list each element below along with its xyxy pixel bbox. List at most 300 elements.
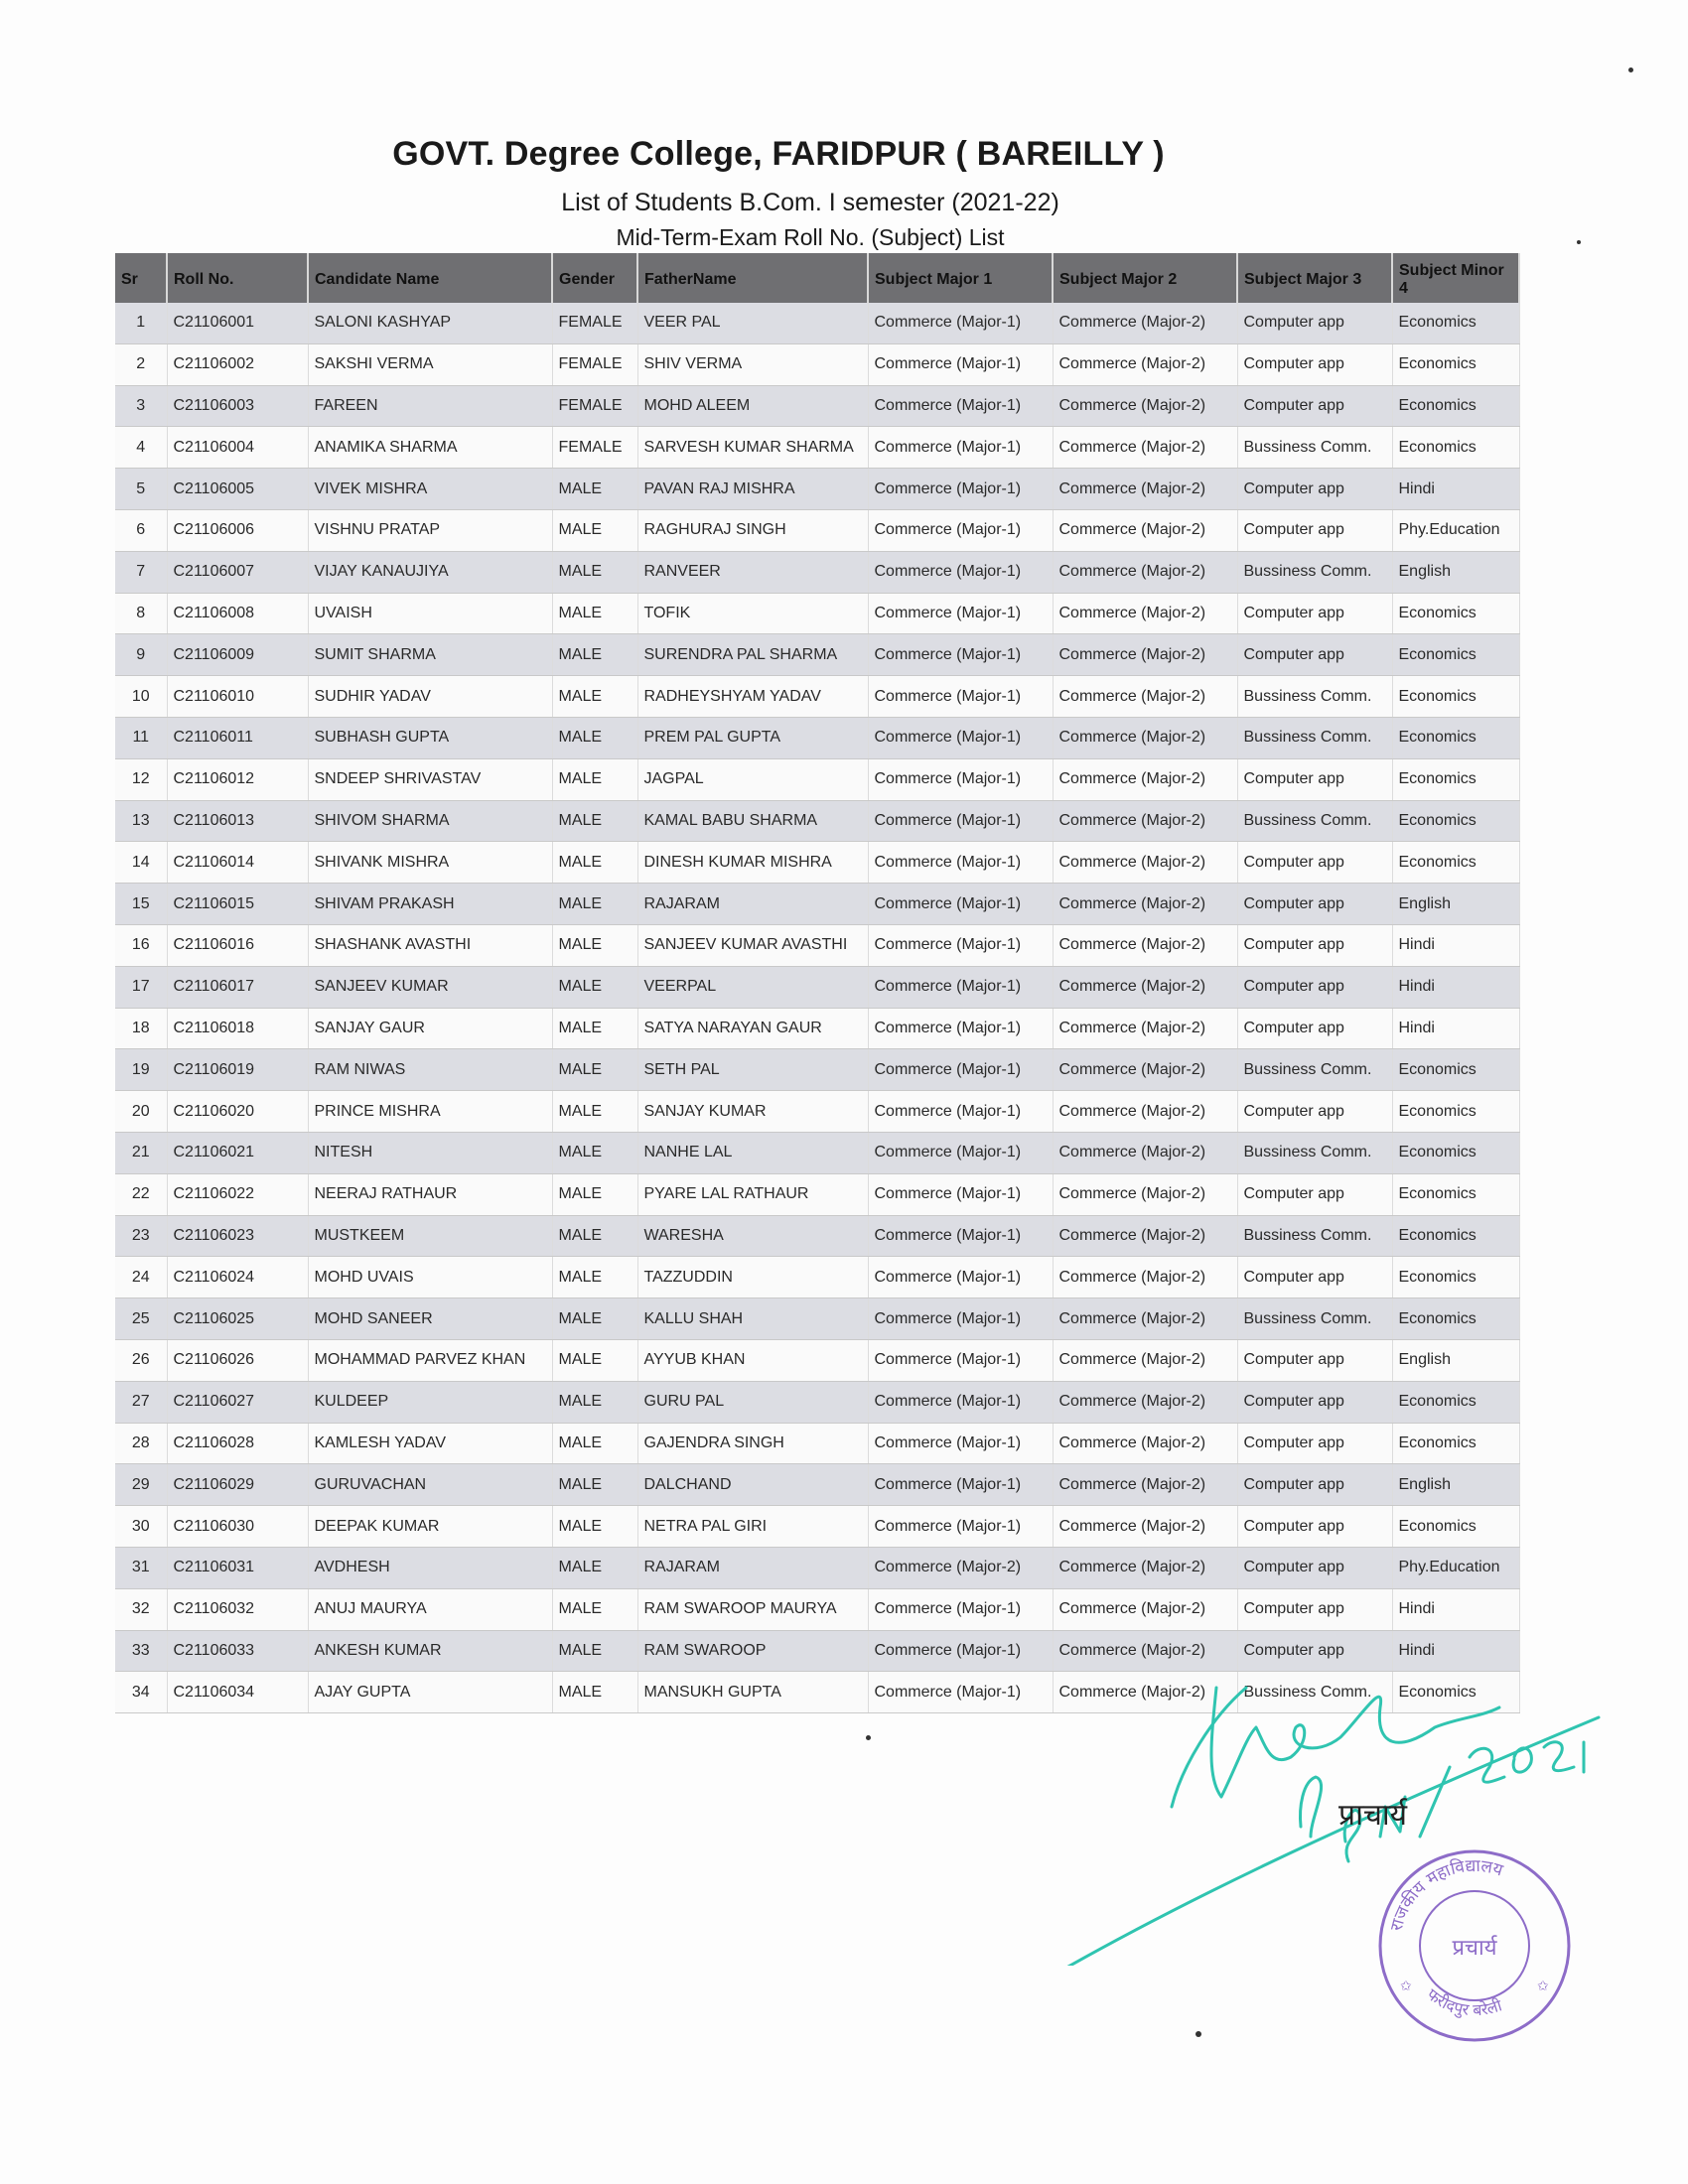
cell-gender: MALE xyxy=(552,1464,637,1506)
table-row xyxy=(115,1049,1519,1091)
cell-subject-major-1: Commerce (Major-2) xyxy=(868,1547,1053,1588)
cell-gender: MALE xyxy=(552,1173,637,1215)
cell-sr: 23 xyxy=(115,1215,167,1257)
cell-subject-major-1: Commerce (Major-1) xyxy=(868,385,1053,427)
table-row xyxy=(115,385,1519,427)
cell-sr: 16 xyxy=(115,924,167,966)
cell-candidate-name: MOHD UVAIS xyxy=(308,1257,552,1298)
cell-father-name: WARESHA xyxy=(637,1215,868,1257)
cell-roll-no: C21106014 xyxy=(167,842,308,884)
cell-candidate-name: MUSTKEEM xyxy=(308,1215,552,1257)
table-row xyxy=(115,593,1519,634)
cell-subject-major-3: Computer app xyxy=(1237,884,1392,925)
cell-father-name: TAZZUDDIN xyxy=(637,1257,868,1298)
cell-father-name: PYARE LAL RATHAUR xyxy=(637,1173,868,1215)
cell-gender: MALE xyxy=(552,1215,637,1257)
cell-gender: MALE xyxy=(552,1049,637,1091)
cell-subject-major-3: Computer app xyxy=(1237,1173,1392,1215)
cell-subject-minor-4: Economics xyxy=(1392,427,1519,469)
cell-sr: 17 xyxy=(115,966,167,1008)
cell-subject-major-3: Computer app xyxy=(1237,1423,1392,1464)
cell-subject-major-1: Commerce (Major-1) xyxy=(868,966,1053,1008)
cell-sr: 3 xyxy=(115,385,167,427)
scan-speck xyxy=(866,1735,871,1740)
cell-father-name: JAGPAL xyxy=(637,758,868,800)
cell-subject-minor-4: Economics xyxy=(1392,1215,1519,1257)
cell-roll-no: C21106002 xyxy=(167,343,308,385)
col-header-candidate-name: Candidate Name xyxy=(308,253,552,303)
cell-gender: MALE xyxy=(552,1506,637,1548)
cell-subject-major-2: Commerce (Major-2) xyxy=(1053,1464,1237,1506)
svg-text:फरीदपुर बरेली: फरीदपुर बरेली xyxy=(1423,1984,1504,2020)
cell-roll-no: C21106032 xyxy=(167,1588,308,1630)
cell-candidate-name: NITESH xyxy=(308,1132,552,1173)
cell-subject-minor-4: Economics xyxy=(1392,1381,1519,1423)
cell-subject-minor-4: Economics xyxy=(1392,676,1519,718)
cell-subject-major-3: Computer app xyxy=(1237,1257,1392,1298)
cell-father-name: SHIV VERMA xyxy=(637,343,868,385)
cell-subject-major-2: Commerce (Major-2) xyxy=(1053,509,1237,551)
cell-sr: 18 xyxy=(115,1008,167,1049)
table-row xyxy=(115,1173,1519,1215)
page-title: GOVT. Degree College, FARIDPUR ( BAREILLY ) xyxy=(392,135,1165,173)
cell-subject-major-2: Commerce (Major-2) xyxy=(1053,427,1237,469)
cell-candidate-name: NEERAJ RATHAUR xyxy=(308,1173,552,1215)
cell-roll-no: C21106025 xyxy=(167,1298,308,1340)
cell-gender: MALE xyxy=(552,1298,637,1340)
cell-candidate-name: SHIVAM PRAKASH xyxy=(308,884,552,925)
cell-gender: MALE xyxy=(552,800,637,842)
cell-subject-minor-4: Economics xyxy=(1392,1173,1519,1215)
cell-subject-major-1: Commerce (Major-1) xyxy=(868,1132,1053,1173)
cell-subject-major-3: Computer app xyxy=(1237,924,1392,966)
cell-subject-major-1: Commerce (Major-1) xyxy=(868,1588,1053,1630)
cell-father-name: RAM SWAROOP MAURYA xyxy=(637,1588,868,1630)
cell-gender: MALE xyxy=(552,1091,637,1133)
cell-subject-major-2: Commerce (Major-2) xyxy=(1053,717,1237,758)
cell-gender: MALE xyxy=(552,842,637,884)
cell-subject-major-3: Computer app xyxy=(1237,1588,1392,1630)
cell-father-name: VEER PAL xyxy=(637,303,868,343)
table-row xyxy=(115,800,1519,842)
cell-subject-major-2: Commerce (Major-2) xyxy=(1053,1339,1237,1381)
cell-father-name: RAM SWAROOP xyxy=(637,1630,868,1672)
cell-subject-major-3: Bussiness Comm. xyxy=(1237,676,1392,718)
cell-subject-major-3: Computer app xyxy=(1237,758,1392,800)
cell-subject-minor-4: Economics xyxy=(1392,634,1519,676)
table-row xyxy=(115,1257,1519,1298)
cell-subject-major-3: Computer app xyxy=(1237,842,1392,884)
cell-candidate-name: ANKESH KUMAR xyxy=(308,1630,552,1672)
cell-subject-minor-4: Economics xyxy=(1392,1298,1519,1340)
cell-subject-major-2: Commerce (Major-2) xyxy=(1053,884,1237,925)
cell-subject-major-3: Computer app xyxy=(1237,509,1392,551)
table-row xyxy=(115,676,1519,718)
cell-subject-minor-4: Economics xyxy=(1392,717,1519,758)
cell-sr: 8 xyxy=(115,593,167,634)
cell-roll-no: C21106029 xyxy=(167,1464,308,1506)
cell-roll-no: C21106027 xyxy=(167,1381,308,1423)
table-row xyxy=(115,551,1519,593)
cell-candidate-name: MOHD SANEER xyxy=(308,1298,552,1340)
cell-subject-major-1: Commerce (Major-1) xyxy=(868,343,1053,385)
cell-candidate-name: GURUVACHAN xyxy=(308,1464,552,1506)
cell-sr: 20 xyxy=(115,1091,167,1133)
cell-roll-no: C21106010 xyxy=(167,676,308,718)
cell-father-name: SURENDRA PAL SHARMA xyxy=(637,634,868,676)
cell-roll-no: C21106024 xyxy=(167,1257,308,1298)
cell-subject-major-2: Commerce (Major-2) xyxy=(1053,1091,1237,1133)
svg-text:✩: ✩ xyxy=(1400,1978,1412,1993)
cell-gender: MALE xyxy=(552,676,637,718)
page-subtitle-2: Mid-Term-Exam Roll No. (Subject) List xyxy=(616,224,1005,250)
cell-subject-major-3: Bussiness Comm. xyxy=(1237,1672,1392,1713)
cell-roll-no: C21106030 xyxy=(167,1506,308,1548)
cell-subject-major-2: Commerce (Major-2) xyxy=(1053,1257,1237,1298)
cell-gender: MALE xyxy=(552,717,637,758)
cell-subject-major-2: Commerce (Major-2) xyxy=(1053,800,1237,842)
cell-candidate-name: AVDHESH xyxy=(308,1547,552,1588)
cell-sr: 21 xyxy=(115,1132,167,1173)
cell-roll-no: C21106019 xyxy=(167,1049,308,1091)
cell-gender: MALE xyxy=(552,966,637,1008)
cell-subject-major-1: Commerce (Major-1) xyxy=(868,551,1053,593)
cell-subject-major-2: Commerce (Major-2) xyxy=(1053,1008,1237,1049)
cell-subject-major-3: Bussiness Comm. xyxy=(1237,427,1392,469)
col-header-subject-major-2: Subject Major 2 xyxy=(1053,253,1237,303)
table-row xyxy=(115,1588,1519,1630)
cell-subject-minor-4: Hindi xyxy=(1392,1588,1519,1630)
cell-subject-minor-4: Economics xyxy=(1392,343,1519,385)
cell-father-name: RAJARAM xyxy=(637,1547,868,1588)
cell-candidate-name: SAKSHI VERMA xyxy=(308,343,552,385)
cell-subject-major-2: Commerce (Major-2) xyxy=(1053,1215,1237,1257)
svg-text:राजकीय महाविद्यालय: राजकीय महाविद्यालय xyxy=(1386,1855,1506,1934)
cell-subject-major-1: Commerce (Major-1) xyxy=(868,634,1053,676)
cell-subject-major-2: Commerce (Major-2) xyxy=(1053,1173,1237,1215)
cell-roll-no: C21106031 xyxy=(167,1547,308,1588)
cell-candidate-name: UVAISH xyxy=(308,593,552,634)
cell-sr: 28 xyxy=(115,1423,167,1464)
cell-subject-major-1: Commerce (Major-1) xyxy=(868,1008,1053,1049)
cell-gender: MALE xyxy=(552,884,637,925)
cell-subject-major-2: Commerce (Major-2) xyxy=(1053,966,1237,1008)
cell-sr: 25 xyxy=(115,1298,167,1340)
cell-sr: 31 xyxy=(115,1547,167,1588)
cell-sr: 30 xyxy=(115,1506,167,1548)
cell-father-name: NETRA PAL GIRI xyxy=(637,1506,868,1548)
cell-roll-no: C21106021 xyxy=(167,1132,308,1173)
cell-subject-major-3: Computer app xyxy=(1237,1008,1392,1049)
cell-subject-major-2: Commerce (Major-2) xyxy=(1053,1588,1237,1630)
cell-candidate-name: VISHNU PRATAP xyxy=(308,509,552,551)
cell-father-name: SATYA NARAYAN GAUR xyxy=(637,1008,868,1049)
cell-subject-minor-4: Hindi xyxy=(1392,1008,1519,1049)
table-row xyxy=(115,1464,1519,1506)
cell-gender: FEMALE xyxy=(552,303,637,343)
cell-roll-no: C21106001 xyxy=(167,303,308,343)
cell-roll-no: C21106007 xyxy=(167,551,308,593)
cell-subject-minor-4: Economics xyxy=(1392,1049,1519,1091)
cell-subject-minor-4: Economics xyxy=(1392,1672,1519,1713)
cell-gender: MALE xyxy=(552,1630,637,1672)
cell-subject-major-1: Commerce (Major-1) xyxy=(868,1464,1053,1506)
table-row xyxy=(115,924,1519,966)
cell-subject-major-3: Computer app xyxy=(1237,303,1392,343)
cell-roll-no: C21106009 xyxy=(167,634,308,676)
cell-subject-minor-4: Economics xyxy=(1392,1423,1519,1464)
cell-subject-major-3: Computer app xyxy=(1237,593,1392,634)
cell-subject-minor-4: English xyxy=(1392,1339,1519,1381)
cell-subject-minor-4: Economics xyxy=(1392,385,1519,427)
cell-candidate-name: ANAMIKA SHARMA xyxy=(308,427,552,469)
table-row xyxy=(115,469,1519,510)
scan-speck xyxy=(1577,240,1581,244)
cell-subject-minor-4: Economics xyxy=(1392,1132,1519,1173)
cell-candidate-name: SANJAY GAUR xyxy=(308,1008,552,1049)
cell-subject-major-2: Commerce (Major-2) xyxy=(1053,1630,1237,1672)
cell-subject-minor-4: Economics xyxy=(1392,593,1519,634)
principal-designation: प्राचार्य xyxy=(1338,1798,1408,1833)
cell-roll-no: C21106012 xyxy=(167,758,308,800)
cell-subject-major-1: Commerce (Major-1) xyxy=(868,924,1053,966)
cell-candidate-name: SHIVANK MISHRA xyxy=(308,842,552,884)
cell-candidate-name: MOHAMMAD PARVEZ KHAN xyxy=(308,1339,552,1381)
table-row xyxy=(115,717,1519,758)
cell-roll-no: C21106028 xyxy=(167,1423,308,1464)
cell-father-name: MOHD ALEEM xyxy=(637,385,868,427)
cell-subject-major-1: Commerce (Major-1) xyxy=(868,509,1053,551)
cell-father-name: GURU PAL xyxy=(637,1381,868,1423)
table-row xyxy=(115,1339,1519,1381)
cell-candidate-name: SALONI KASHYAP xyxy=(308,303,552,343)
cell-father-name: DALCHAND xyxy=(637,1464,868,1506)
cell-subject-major-3: Computer app xyxy=(1237,1630,1392,1672)
cell-subject-major-1: Commerce (Major-1) xyxy=(868,469,1053,510)
cell-subject-major-1: Commerce (Major-1) xyxy=(868,1049,1053,1091)
cell-candidate-name: KAMLESH YADAV xyxy=(308,1423,552,1464)
cell-gender: MALE xyxy=(552,1257,637,1298)
cell-candidate-name: SUMIT SHARMA xyxy=(308,634,552,676)
cell-roll-no: C21106006 xyxy=(167,509,308,551)
cell-subject-major-1: Commerce (Major-1) xyxy=(868,884,1053,925)
cell-father-name: SARVESH KUMAR SHARMA xyxy=(637,427,868,469)
cell-subject-major-2: Commerce (Major-2) xyxy=(1053,1506,1237,1548)
cell-subject-major-3: Computer app xyxy=(1237,1091,1392,1133)
cell-subject-major-2: Commerce (Major-2) xyxy=(1053,469,1237,510)
cell-subject-major-2: Commerce (Major-2) xyxy=(1053,676,1237,718)
cell-subject-major-2: Commerce (Major-2) xyxy=(1053,634,1237,676)
cell-subject-major-1: Commerce (Major-1) xyxy=(868,1506,1053,1548)
cell-subject-major-1: Commerce (Major-1) xyxy=(868,1672,1053,1713)
table-row xyxy=(115,509,1519,551)
cell-gender: MALE xyxy=(552,593,637,634)
cell-subject-major-3: Bussiness Comm. xyxy=(1237,1049,1392,1091)
cell-sr: 6 xyxy=(115,509,167,551)
cell-candidate-name: VIVEK MISHRA xyxy=(308,469,552,510)
cell-subject-major-1: Commerce (Major-1) xyxy=(868,676,1053,718)
cell-father-name: NANHE LAL xyxy=(637,1132,868,1173)
cell-sr: 10 xyxy=(115,676,167,718)
cell-subject-major-1: Commerce (Major-1) xyxy=(868,303,1053,343)
col-header-subject-minor-4: Subject Minor 4 xyxy=(1392,253,1519,303)
cell-subject-major-3: Bussiness Comm. xyxy=(1237,551,1392,593)
cell-candidate-name: KULDEEP xyxy=(308,1381,552,1423)
cell-father-name: SANJEEV KUMAR AVASTHI xyxy=(637,924,868,966)
cell-father-name: RADHEYSHYAM YADAV xyxy=(637,676,868,718)
cell-sr: 4 xyxy=(115,427,167,469)
cell-subject-major-2: Commerce (Major-2) xyxy=(1053,1423,1237,1464)
cell-subject-major-1: Commerce (Major-1) xyxy=(868,1298,1053,1340)
table-row xyxy=(115,1381,1519,1423)
cell-sr: 27 xyxy=(115,1381,167,1423)
cell-subject-major-3: Computer app xyxy=(1237,1506,1392,1548)
cell-subject-major-1: Commerce (Major-1) xyxy=(868,758,1053,800)
cell-subject-major-3: Computer app xyxy=(1237,343,1392,385)
cell-roll-no: C21106011 xyxy=(167,717,308,758)
col-header-gender: Gender xyxy=(552,253,637,303)
cell-subject-minor-4: Hindi xyxy=(1392,1630,1519,1672)
cell-subject-major-1: Commerce (Major-1) xyxy=(868,1257,1053,1298)
cell-sr: 14 xyxy=(115,842,167,884)
cell-candidate-name: SNDEEP SHRIVASTAV xyxy=(308,758,552,800)
cell-gender: MALE xyxy=(552,924,637,966)
scan-speck xyxy=(1196,2031,1201,2037)
cell-gender: MALE xyxy=(552,1423,637,1464)
cell-sr: 22 xyxy=(115,1173,167,1215)
table-row xyxy=(115,343,1519,385)
cell-subject-minor-4: Phy.Education xyxy=(1392,1547,1519,1588)
cell-subject-major-2: Commerce (Major-2) xyxy=(1053,385,1237,427)
cell-subject-minor-4: Economics xyxy=(1392,758,1519,800)
cell-subject-major-1: Commerce (Major-1) xyxy=(868,427,1053,469)
col-header-roll-no: Roll No. xyxy=(167,253,308,303)
cell-sr: 29 xyxy=(115,1464,167,1506)
cell-subject-major-1: Commerce (Major-1) xyxy=(868,1381,1053,1423)
cell-subject-major-3: Bussiness Comm. xyxy=(1237,717,1392,758)
cell-subject-major-1: Commerce (Major-1) xyxy=(868,800,1053,842)
cell-subject-major-2: Commerce (Major-2) xyxy=(1053,303,1237,343)
cell-sr: 1 xyxy=(115,303,167,343)
college-seal-stamp xyxy=(1370,1842,1579,2050)
cell-father-name: PAVAN RAJ MISHRA xyxy=(637,469,868,510)
table-row xyxy=(115,1423,1519,1464)
cell-roll-no: C21106026 xyxy=(167,1339,308,1381)
cell-gender: MALE xyxy=(552,1588,637,1630)
cell-subject-major-3: Bussiness Comm. xyxy=(1237,1132,1392,1173)
table-row xyxy=(115,1298,1519,1340)
cell-gender: MALE xyxy=(552,1381,637,1423)
cell-sr: 5 xyxy=(115,469,167,510)
cell-subject-major-1: Commerce (Major-1) xyxy=(868,1423,1053,1464)
cell-father-name: TOFIK xyxy=(637,593,868,634)
table-row xyxy=(115,884,1519,925)
cell-father-name: PREM PAL GUPTA xyxy=(637,717,868,758)
cell-roll-no: C21106013 xyxy=(167,800,308,842)
cell-roll-no: C21106033 xyxy=(167,1630,308,1672)
cell-father-name: RAGHURAJ SINGH xyxy=(637,509,868,551)
col-header-subject-major-1: Subject Major 1 xyxy=(868,253,1053,303)
table-row xyxy=(115,966,1519,1008)
cell-subject-major-1: Commerce (Major-1) xyxy=(868,1630,1053,1672)
cell-subject-major-1: Commerce (Major-1) xyxy=(868,1173,1053,1215)
cell-subject-major-2: Commerce (Major-2) xyxy=(1053,593,1237,634)
cell-subject-minor-4: Economics xyxy=(1392,1091,1519,1133)
cell-sr: 11 xyxy=(115,717,167,758)
cell-gender: FEMALE xyxy=(552,343,637,385)
cell-candidate-name: SHIVOM SHARMA xyxy=(308,800,552,842)
cell-sr: 13 xyxy=(115,800,167,842)
cell-roll-no: C21106018 xyxy=(167,1008,308,1049)
cell-candidate-name: SANJEEV KUMAR xyxy=(308,966,552,1008)
cell-subject-major-3: Computer app xyxy=(1237,634,1392,676)
cell-sr: 9 xyxy=(115,634,167,676)
cell-sr: 15 xyxy=(115,884,167,925)
cell-subject-major-1: Commerce (Major-1) xyxy=(868,717,1053,758)
svg-text:प्रचार्य: प्रचार्य xyxy=(1452,1936,1497,1961)
table-row xyxy=(115,427,1519,469)
scan-speck xyxy=(1628,68,1633,72)
cell-candidate-name: AJAY GUPTA xyxy=(308,1672,552,1713)
cell-roll-no: C21106020 xyxy=(167,1091,308,1133)
cell-sr: 24 xyxy=(115,1257,167,1298)
cell-roll-no: C21106015 xyxy=(167,884,308,925)
cell-candidate-name: RAM NIWAS xyxy=(308,1049,552,1091)
cell-subject-major-1: Commerce (Major-1) xyxy=(868,1339,1053,1381)
cell-subject-minor-4: Phy.Education xyxy=(1392,509,1519,551)
cell-gender: MALE xyxy=(552,551,637,593)
cell-gender: MALE xyxy=(552,509,637,551)
cell-subject-major-3: Bussiness Comm. xyxy=(1237,1298,1392,1340)
cell-roll-no: C21106016 xyxy=(167,924,308,966)
cell-subject-major-2: Commerce (Major-2) xyxy=(1053,1672,1237,1713)
cell-father-name: DINESH KUMAR MISHRA xyxy=(637,842,868,884)
cell-subject-minor-4: English xyxy=(1392,551,1519,593)
cell-sr: 19 xyxy=(115,1049,167,1091)
cell-subject-major-2: Commerce (Major-2) xyxy=(1053,1298,1237,1340)
cell-father-name: VEERPAL xyxy=(637,966,868,1008)
cell-father-name: SETH PAL xyxy=(637,1049,868,1091)
cell-gender: MALE xyxy=(552,1339,637,1381)
cell-father-name: RAJARAM xyxy=(637,884,868,925)
cell-subject-major-2: Commerce (Major-2) xyxy=(1053,758,1237,800)
cell-candidate-name: SHASHANK AVASTHI xyxy=(308,924,552,966)
student-table xyxy=(115,253,1520,1713)
cell-sr: 34 xyxy=(115,1672,167,1713)
cell-father-name: SANJAY KUMAR xyxy=(637,1091,868,1133)
cell-father-name: RANVEER xyxy=(637,551,868,593)
cell-subject-major-2: Commerce (Major-2) xyxy=(1053,1547,1237,1588)
cell-sr: 7 xyxy=(115,551,167,593)
cell-sr: 2 xyxy=(115,343,167,385)
cell-subject-major-2: Commerce (Major-2) xyxy=(1053,551,1237,593)
cell-subject-major-3: Bussiness Comm. xyxy=(1237,800,1392,842)
cell-subject-minor-4: Economics xyxy=(1392,842,1519,884)
cell-sr: 12 xyxy=(115,758,167,800)
cell-gender: MALE xyxy=(552,1547,637,1588)
cell-candidate-name: VIJAY KANAUJIYA xyxy=(308,551,552,593)
cell-candidate-name: SUBHASH GUPTA xyxy=(308,717,552,758)
col-header-father-name: FatherName xyxy=(637,253,868,303)
cell-roll-no: C21106034 xyxy=(167,1672,308,1713)
cell-candidate-name: PRINCE MISHRA xyxy=(308,1091,552,1133)
cell-subject-minor-4: Hindi xyxy=(1392,469,1519,510)
cell-subject-major-3: Computer app xyxy=(1237,1547,1392,1588)
cell-subject-major-1: Commerce (Major-1) xyxy=(868,1091,1053,1133)
cell-subject-major-2: Commerce (Major-2) xyxy=(1053,1049,1237,1091)
col-header-subject-major-3: Subject Major 3 xyxy=(1237,253,1392,303)
cell-subject-major-3: Computer app xyxy=(1237,966,1392,1008)
